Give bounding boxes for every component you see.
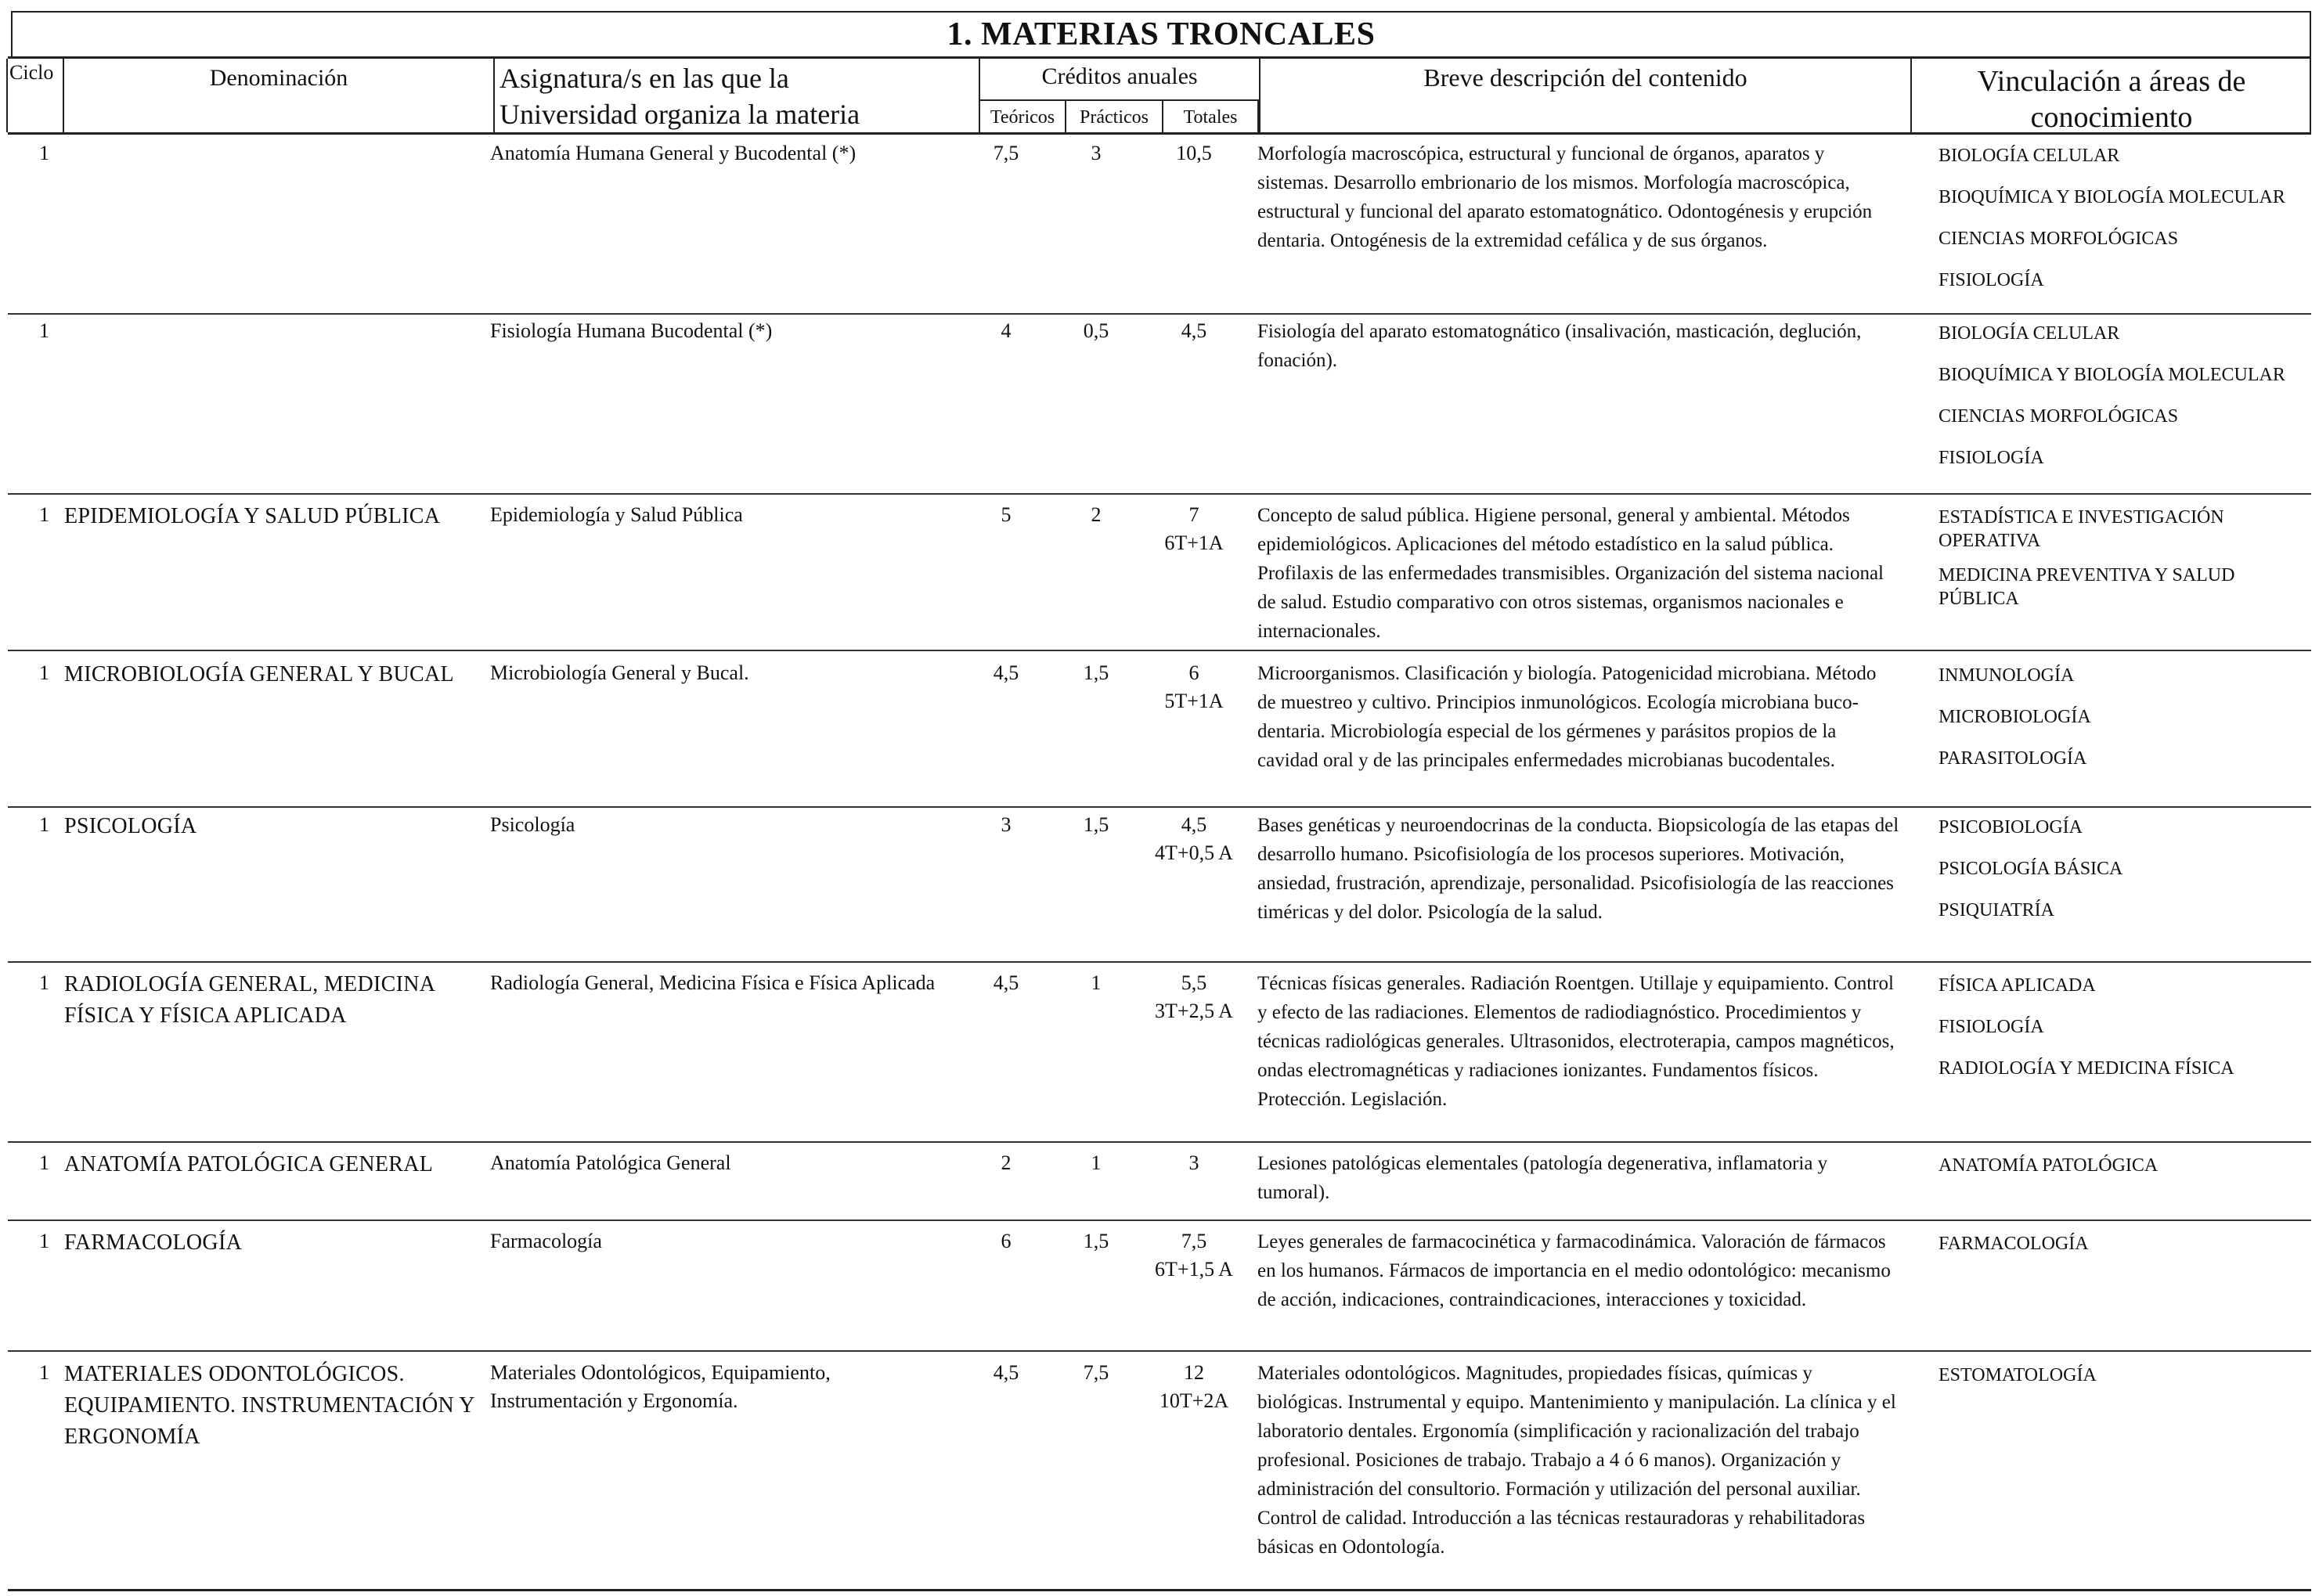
cell-areas: [1939, 664, 2314, 788]
cell-asignatura: Microbiología General y Bucal.: [490, 661, 749, 684]
cell-practicos: 1: [1091, 971, 1102, 994]
cell-totales-breakdown: 5T+1A: [1164, 690, 1224, 712]
area-item: BIOQUÍMICA Y BIOLOGÍA MOLECULAR: [1939, 365, 2285, 385]
cell-totales-value: 4,5: [1181, 813, 1207, 836]
cell-practicos: 1,5: [1083, 813, 1109, 836]
cell-teoricos: 4,5: [993, 1361, 1019, 1384]
row-separator: [8, 1350, 2311, 1352]
cell-areas: [1939, 816, 2314, 940]
cell-ciclo: 1: [39, 1361, 49, 1384]
header-asignaturas-line2: Universidad organiza la materia: [500, 99, 860, 130]
cell-descripcion: Lesiones patológicas elementales (patología degenerativa, inflamatoria y tumoral).: [1257, 1153, 1828, 1203]
cell-teoricos: 3: [1001, 813, 1012, 836]
cell-asignatura: Farmacología: [490, 1230, 602, 1252]
table-header: [8, 56, 2311, 135]
cell-totales-value: 4,5: [1181, 319, 1207, 342]
cell-asignatura: Materiales Odontológicos, Equipamiento, Instrumentación y Ergonomía.: [490, 1361, 831, 1412]
cell-areas: [1939, 144, 2314, 310]
cell-totales-value: 12: [1184, 1361, 1204, 1384]
area-item: PSIQUIATRÍA: [1939, 900, 2055, 920]
cell-totales: [1147, 1149, 1241, 1177]
cell-descripcion: Morfología macroscópica, estructural y funcional de órganos, aparatos y sistemas. Desarrollo embrionario de los mismos. Morfología macroscópica, estructural y funcional del aparato estomatognático. Odontogénesis y erupción dentaria. Ontogénesis de la extremidad cefálica y de sus órganos.: [1257, 143, 1873, 251]
cell-denominacion: ANATOMÍA PATOLÓGICA GENERAL: [64, 1152, 434, 1176]
cell-asignatura: Epidemiología y Salud Pública: [490, 503, 743, 526]
cell-totales-breakdown: 3T+2,5 A: [1155, 1000, 1233, 1022]
cell-teoricos: 6: [1001, 1230, 1012, 1252]
cell-denominacion: MICROBIOLOGÍA GENERAL Y BUCAL: [64, 662, 454, 686]
cell-totales-breakdown: 6T+1,5 A: [1155, 1258, 1233, 1281]
area-item: FISIOLOGÍA: [1939, 448, 2044, 468]
cell-totales: [1147, 969, 1241, 1025]
cell-totales: [1147, 659, 1241, 715]
area-item: PSICOBIOLOGÍA: [1939, 817, 2083, 838]
cell-areas: [1939, 974, 2314, 1098]
area-item: BIOQUÍMICA Y BIOLOGÍA MOLECULAR: [1939, 187, 2285, 207]
cell-teoricos: 4: [1001, 319, 1012, 342]
cell-asignatura: Psicología: [490, 813, 575, 836]
cell-ciclo: 1: [39, 971, 49, 994]
area-item: FISIOLOGÍA: [1939, 270, 2044, 290]
cell-descripcion: Técnicas físicas generales. Radiación Roentgen. Utillaje y equipamiento. Control y efecto de las radiaciones. Elementos de radiodiagnóstico. Procedimientos y técnicas radiológicas generales. Ultrasonidos, electroterapia, campos magnéticos, ondas electromagnéticas y radiaciones ionizantes. Fundamentos físicos. Protección. Legislación.: [1257, 973, 1895, 1110]
cell-denominacion: RADIOLOGÍA GENERAL, MEDICINA FÍSICA Y FÍSICA APLICADA: [64, 972, 435, 1028]
cell-practicos: 2: [1091, 503, 1102, 526]
cell-descripcion: Microorganismos. Clasificación y biología. Patogenicidad microbiana. Método de muestreo y cultivo. Principios inmunológicos. Ecología microbiana buco-dentaria. Microbiología especial de los gérmenes y parásitos propios de la cavidad oral y de las principales enfermedades microbianas bucodentales.: [1257, 663, 1877, 771]
cell-asignatura: Fisiología Humana Bucodental (*): [490, 319, 773, 342]
cell-descripcion: Bases genéticas y neuroendocrinas de la conducta. Biopsicología de las etapas del desarrollo humano. Psicofisiología de los procesos superiores. Motivación, ansiedad, frustración, aprendizaje, personalidad. Psicofisiología de las reacciones timéricas y del dolor. Psicología de la salud.: [1257, 815, 1899, 923]
area-item: FISIOLOGÍA: [1939, 1017, 2044, 1037]
cell-totales-value: 7,5: [1181, 1230, 1207, 1252]
cell-areas: [1939, 1154, 2314, 1195]
cell-descripcion: Fisiología del aparato estomatognático (insalivación, masticación, deglución, fonación).: [1257, 321, 1862, 371]
cell-totales: [1147, 501, 1241, 557]
cell-areas: [1939, 1232, 2314, 1274]
area-item: FARMACOLOGÍA: [1939, 1234, 2089, 1254]
header-vinculacion: [1910, 59, 2311, 132]
area-item: ESTOMATOLOGÍA: [1939, 1365, 2097, 1385]
cell-teoricos: 4,5: [993, 971, 1019, 994]
area-item: MICROBIOLOGÍA: [1939, 707, 2091, 727]
cell-practicos: 1,5: [1083, 661, 1109, 684]
cell-ciclo: 1: [39, 142, 49, 164]
header-denominacion: Denominación: [63, 59, 493, 132]
cell-practicos: 3: [1091, 142, 1102, 164]
cell-teoricos: 7,5: [993, 142, 1019, 164]
cell-totales: [1147, 1227, 1241, 1284]
header-ciclo: Ciclo: [6, 59, 63, 132]
cell-totales-breakdown: 4T+0,5 A: [1155, 841, 1233, 864]
cell-asignatura: Anatomía Patológica General: [490, 1151, 731, 1174]
header-teoricos: Teóricos: [979, 99, 1065, 135]
cell-areas: [1939, 322, 2314, 488]
header-vinculacion-line2: conocimiento: [2030, 101, 2193, 134]
header-descripcion: Breve descripción del contenido: [1259, 59, 1910, 132]
cell-totales-breakdown: 6T+1A: [1164, 531, 1224, 554]
cell-totales-value: 5,5: [1181, 971, 1207, 994]
cell-practicos: 0,5: [1083, 319, 1109, 342]
cell-totales: [1147, 1359, 1241, 1415]
cell-teoricos: 4,5: [993, 661, 1019, 684]
row-separator: [8, 650, 2311, 651]
header-asignaturas: [493, 59, 979, 132]
row-separator: [8, 493, 2311, 495]
cell-ciclo: 1: [39, 1230, 49, 1252]
area-item: RADIOLOGÍA Y MEDICINA FÍSICA: [1939, 1058, 2234, 1079]
area-item: CIENCIAS MORFOLÓGICAS: [1939, 229, 2179, 249]
row-separator: [8, 1220, 2311, 1221]
row-separator: [8, 961, 2311, 963]
cell-totales-value: 3: [1188, 1151, 1199, 1174]
cell-denominacion: MATERIALES ODONTOLÓGICOS. EQUIPAMIENTO. INSTRUMENTACIÓN Y ERGONOMÍA: [64, 1362, 474, 1449]
header-vinculacion-line1: Vinculación a áreas de: [1977, 65, 2246, 98]
cell-totales-value: 10,5: [1176, 142, 1212, 164]
cell-totales: [1147, 139, 1241, 168]
area-item: ANATOMÍA PATOLÓGICA: [1939, 1155, 2159, 1176]
header-practicos: Prácticos: [1065, 99, 1162, 135]
cell-asignatura: Anatomía Humana General y Bucodental (*): [490, 142, 857, 164]
area-item: CIENCIAS MORFOLÓGICAS: [1939, 406, 2179, 427]
cell-ciclo: 1: [39, 503, 49, 526]
cell-totales-value: 7: [1188, 503, 1199, 526]
cell-ciclo: 1: [39, 813, 49, 836]
area-item: MEDICINA PREVENTIVA Y SALUD PÚBLICA: [1939, 565, 2235, 609]
cell-totales: [1147, 811, 1241, 867]
cell-denominacion: EPIDEMIOLOGÍA Y SALUD PÚBLICA: [64, 504, 441, 528]
cell-totales: [1147, 317, 1241, 345]
cell-totales-value: 6: [1188, 661, 1199, 684]
cell-denominacion: PSICOLOGÍA: [64, 814, 197, 838]
cell-areas: [1939, 506, 2314, 621]
header-totales: Totales: [1162, 99, 1259, 135]
header-creditos-label: Créditos anuales: [1041, 63, 1198, 89]
cell-descripcion: Materiales odontológicos. Magnitudes, propiedades físicas, químicas y biológicas. Instrumental y equipo. Mantenimiento y manipulación. La clínica y el laboratorio dentales. Ergonomía (simplificación y racionalización del trabajo profesional. Posiciones de trabajo. Trabajo a 4 ó 6 manos). Organización y administración del consultorio. Formación y utilización del personal auxiliar. Control de calidad. Introducción a las técnicas restauradoras y rehabilitadoras básicas en Odontología.: [1257, 1363, 1896, 1558]
area-item: PSICOLOGÍA BÁSICA: [1939, 859, 2123, 879]
area-item: FÍSICA APLICADA: [1939, 975, 2096, 996]
cell-practicos: 7,5: [1083, 1361, 1109, 1384]
cell-totales-breakdown: 10T+2A: [1159, 1389, 1229, 1412]
cell-practicos: 1: [1091, 1151, 1102, 1174]
cell-teoricos: 5: [1001, 503, 1012, 526]
cell-descripcion: Concepto de salud pública. Higiene personal, general y ambiental. Métodos epidemiológicos. Aplicaciones del método estadístico en la salud pública. Profilaxis de las enfermedades transmisibles. Organización del sistema nacional de salud. Estudio comparativo con otros sistemas, organismos nacionales e internacionales.: [1257, 505, 1884, 642]
row-separator: [8, 806, 2311, 808]
row-separator: [8, 313, 2311, 315]
cell-asignatura: Radiología General, Medicina Física e Física Aplicada: [490, 971, 936, 994]
cell-descripcion: Leyes generales de farmacocinética y farmacodinámica. Valoración de fármacos en los humanos. Fármacos de importancia en el medio odontológico: mecanismo de acción, indicaciones, contraindicaciones, interacciones y toxicidad.: [1257, 1231, 1891, 1310]
area-item: BIOLOGÍA CELULAR: [1939, 146, 2120, 166]
page-title: 1. MATERIAS TRONCALES: [11, 11, 2311, 56]
cell-teoricos: 2: [1001, 1151, 1012, 1174]
cell-ciclo: 1: [39, 1151, 49, 1174]
cell-ciclo: 1: [39, 661, 49, 684]
area-item: PARASITOLOGÍA: [1939, 748, 2087, 769]
area-item: BIOLOGÍA CELULAR: [1939, 323, 2120, 344]
area-item: INMUNOLOGÍA: [1939, 665, 2075, 686]
cell-denominacion: FARMACOLOGÍA: [64, 1230, 243, 1255]
area-item: ESTADÍSTICA E INVESTIGACIÓN OPERATIVA: [1939, 507, 2224, 551]
cell-areas: [1939, 1364, 2314, 1405]
cell-practicos: 1,5: [1083, 1230, 1109, 1252]
cell-ciclo: 1: [39, 319, 49, 342]
header-asignaturas-line1: Asignatura/s en las que la: [500, 63, 789, 94]
table-bottom-border: [8, 1589, 2311, 1591]
row-separator: [8, 1141, 2311, 1143]
